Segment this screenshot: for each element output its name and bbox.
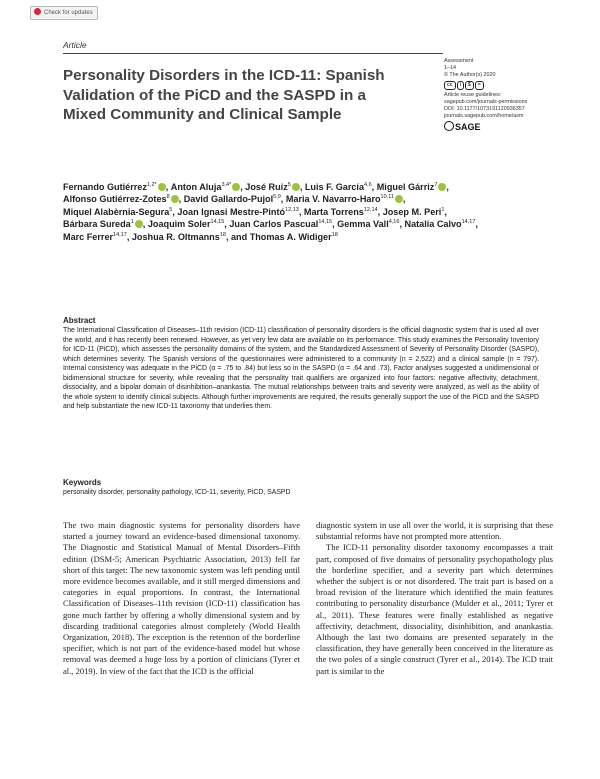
orcid-icon[interactable] xyxy=(395,195,403,203)
author-name xyxy=(63,194,184,204)
author-name xyxy=(405,219,478,229)
author-name-text: Marc Ferrer xyxy=(63,231,114,242)
author-name xyxy=(337,219,402,229)
author-affiliation: 14,15 xyxy=(318,219,333,226)
keywords-text: personality disorder, personality pathology, ICD-11, severity, PiCD, SASPD xyxy=(63,489,291,496)
author-separator: , xyxy=(165,182,171,192)
abstract-text: The International Classification of Diseases–11th revision (ICD-11) classification of personality disorders is the official diagnostic system that is used all over the world, and it has recently been renewed. However, as yet very few data are available on its performance. This study examines the Personality Inventory for ICD-11 (PiCD), which assesses the personality domains of the system, and the Standardized Assessment of Severity of Personality Disorder (SASPD), which determines severity. The Spanish versions of the questionnaires were administered to a community (n = 2,522) and a clinical sample (n = 797). Internal consistency was adequate in the PiCD (α = .75 to .84) but less so in the SASPD (α = .64 and .73). Factor analyses suggested a unidimensional or bidimensional structure for severity, while revealing that the personality trait qualifiers are organized into four factors: negative affectivity, detachment, dissociality, and a bipolar domain of disinhibition–anankastia. The mutual relationships between traits and severity were analyzed, as well as the ability of the whole system to identify clinical subjects. Although further improvements are required, the results generally support the use of the PiCD and the SASPD and help substantiate the new ICD-11 taxonomy that underlies them. xyxy=(63,327,539,411)
orcid-icon[interactable] xyxy=(158,183,166,191)
author-affiliation: 5,9 xyxy=(273,194,281,201)
author-affiliation: 1 xyxy=(130,219,134,226)
author-name-text: Miquel Alabèrnia-Segura xyxy=(63,206,170,217)
author-affiliation: 8 xyxy=(166,194,170,201)
author-name xyxy=(132,232,229,242)
permissions-link[interactable]: sagepub.com/journals-permissions xyxy=(444,99,528,105)
cc-icon: cc xyxy=(444,81,456,90)
author-separator: , xyxy=(332,219,338,230)
author-name-text: Maria V. Navarro-Haro xyxy=(285,194,381,205)
author-name-text: Marta Torrens xyxy=(303,206,364,217)
author-separator: , xyxy=(475,219,478,230)
article-title: Personality Disorders in the ICD-11: Spanish Validation of the PiCD and the SASPD in a Mixed Community and Clinical Sample xyxy=(63,67,385,123)
attribution-icon: i xyxy=(457,81,464,90)
author-name-text: Joaquim Soler xyxy=(147,219,211,230)
orcid-icon[interactable] xyxy=(171,195,179,203)
author-affiliation: 12,14 xyxy=(363,206,378,213)
author-affiliation: 14,17 xyxy=(461,219,476,226)
author-name xyxy=(377,182,449,192)
journal-name: Assessment xyxy=(444,58,474,64)
author-name xyxy=(63,232,132,242)
author-affiliation: 7 xyxy=(434,182,438,188)
author-separator: , xyxy=(178,194,184,205)
body-column-right xyxy=(316,520,553,677)
reuse-guidelines-label: Article reuse guidelines: xyxy=(444,92,502,98)
noderivs-icon: = xyxy=(475,81,484,90)
author-name xyxy=(63,182,171,192)
body-paragraph: diagnostic system in use all over the world, it is surprising that these substantial reforms have not prompted more attention. xyxy=(316,520,553,542)
author-name-text: Juan Carlos Pascual xyxy=(229,219,319,230)
abstract-heading: Abstract xyxy=(63,316,96,325)
author-name xyxy=(148,219,230,229)
author-name-text: Fernando Gutiérrez xyxy=(63,182,147,192)
author-affiliation: 12,13 xyxy=(285,206,299,213)
copyright-line: © The Author(s) 2020 xyxy=(444,72,496,78)
author-separator: , xyxy=(126,231,132,242)
creative-commons-badge[interactable] xyxy=(444,81,484,90)
doi-link[interactable]: DOI: 10.1177/1073191120936357 xyxy=(444,106,525,112)
author-name-text: Anton Aluja xyxy=(170,182,222,192)
author-name-text: Bárbara Sureda xyxy=(63,219,131,230)
author-separator: , xyxy=(172,206,175,217)
author-separator: , xyxy=(371,182,375,192)
author-affiliation: 4,16 xyxy=(388,219,400,226)
author-name-text: David Gallardo-Pujol xyxy=(183,194,274,205)
body-paragraph: The two main diagnostic systems for personality disorders have started a journey toward an evidence-based dimensional taxonomy. The Diagnostic and Statistical Manual of Mental Disorders–Fifth edition (DSM-5; American Psychiatric Association, 2013) fell far short of this target: The new taxonomic system was left pending until more evidence becomes available, and it still merged dimensions and categories in equal proportions. In contrast, the International Classification of Diseases–11th revision (ICD-11) classification has gone much farther by offering a wholly dimensional system and by discarding traditional categories almost completely (World Health Organization, 2018). The exception is the retention of the borderline specifier, which is not part of the evidence-based model but whose removal was deemed a huge loss by a portion of clinicians (Tyrer et al., 2019). In view of the fact that the ICD is the official xyxy=(63,520,300,676)
author-name xyxy=(231,232,338,242)
author-name-text: Joshua R. Oltmanns xyxy=(131,231,220,242)
author-name xyxy=(286,194,406,204)
author-name-text: Luis F. García xyxy=(304,182,365,192)
author-name xyxy=(177,207,303,217)
author-name-text: Josep M. Peri xyxy=(382,206,442,217)
author-separator: , xyxy=(240,182,246,192)
journal-home-link[interactable]: journals.sagepub.com/home/asm xyxy=(444,113,524,119)
author-name-text: José Ruiz xyxy=(245,182,288,192)
keywords-heading: Keywords xyxy=(63,478,102,487)
author-name xyxy=(245,182,305,192)
publisher-name: SAGE xyxy=(455,122,481,132)
author-name xyxy=(63,219,148,229)
author-affiliation: 3,4* xyxy=(221,182,232,188)
author-separator: , xyxy=(377,206,383,217)
journal-info-sidebar xyxy=(444,58,554,131)
author-name-text: Miguel Gárriz xyxy=(376,182,435,192)
author-separator: , xyxy=(224,219,230,230)
author-separator: , xyxy=(142,219,148,230)
author-separator: , xyxy=(446,182,449,192)
author-affiliation: 4,6 xyxy=(364,182,372,188)
noncommercial-icon: $ xyxy=(465,81,474,90)
author-name-text: Joan Ignasi Mestre-Pintó xyxy=(177,206,286,217)
check-updates-label: Check for updates xyxy=(44,10,93,16)
author-name xyxy=(229,219,337,229)
author-name xyxy=(63,207,175,217)
author-separator: , xyxy=(299,182,305,192)
author-affiliation: 18 xyxy=(331,231,338,238)
sage-logo-icon xyxy=(444,121,454,131)
page-range: 1–14 xyxy=(444,65,456,71)
author-name-text: Natalia Calvo xyxy=(404,219,462,230)
author-name-text: and Thomas A. Widiger xyxy=(231,231,332,242)
author-separator: , xyxy=(402,194,406,205)
author-affiliation: 14,15 xyxy=(210,219,225,226)
author-name xyxy=(383,207,447,217)
author-name xyxy=(305,182,374,192)
body-column-left xyxy=(63,520,300,677)
update-icon xyxy=(34,8,41,15)
orcid-icon[interactable] xyxy=(135,220,143,228)
author-affiliation: 1,2* xyxy=(146,182,157,188)
author-name xyxy=(304,207,383,217)
header-divider xyxy=(63,53,443,54)
author-separator: , xyxy=(298,206,304,217)
author-separator: , xyxy=(444,206,447,217)
body-paragraph: The ICD-11 personality disorder taxonomy encompasses a trait part, composed of five domains of personality psychopathology plus the borderline specifier, and a severity part which determines whether the subject is or not disordered. The trait part is based on a broad revision of the literature which identified the main features contributing to personality disturbance (Mulder et al., 2011; Tyrer et al., 2011). These features were finally established as negative affectivity, detachment, dissociality, disinhibition, and anankastia. Although the last two domains are presented separately in the classification, they have generally been conceived in the literature as the two poles of a single construct (Tyrer et al., 2014). The ICD trait part is similar to the xyxy=(316,542,553,676)
author-affiliation: 10,11 xyxy=(380,194,394,201)
author-separator: , xyxy=(280,194,284,205)
author-separator: , xyxy=(225,231,229,242)
author-name xyxy=(184,194,284,204)
sage-logo xyxy=(444,121,554,131)
author-name-text: Alfonso Gutiérrez-Zotes xyxy=(63,194,167,205)
author-affiliation: 14,17 xyxy=(113,231,127,238)
author-name xyxy=(171,182,246,192)
author-affiliation: 5 xyxy=(169,206,173,213)
orcid-icon[interactable] xyxy=(292,183,300,191)
author-separator: , xyxy=(399,219,402,230)
check-for-updates-badge[interactable] xyxy=(30,6,98,20)
author-name-text: Gemma Vall xyxy=(337,219,389,230)
author-affiliation: 1 xyxy=(441,206,445,213)
article-type-label: Article xyxy=(63,40,87,50)
author-affiliation: 5 xyxy=(287,182,291,188)
author-affiliation: 18 xyxy=(219,231,226,238)
author-list xyxy=(63,181,513,243)
